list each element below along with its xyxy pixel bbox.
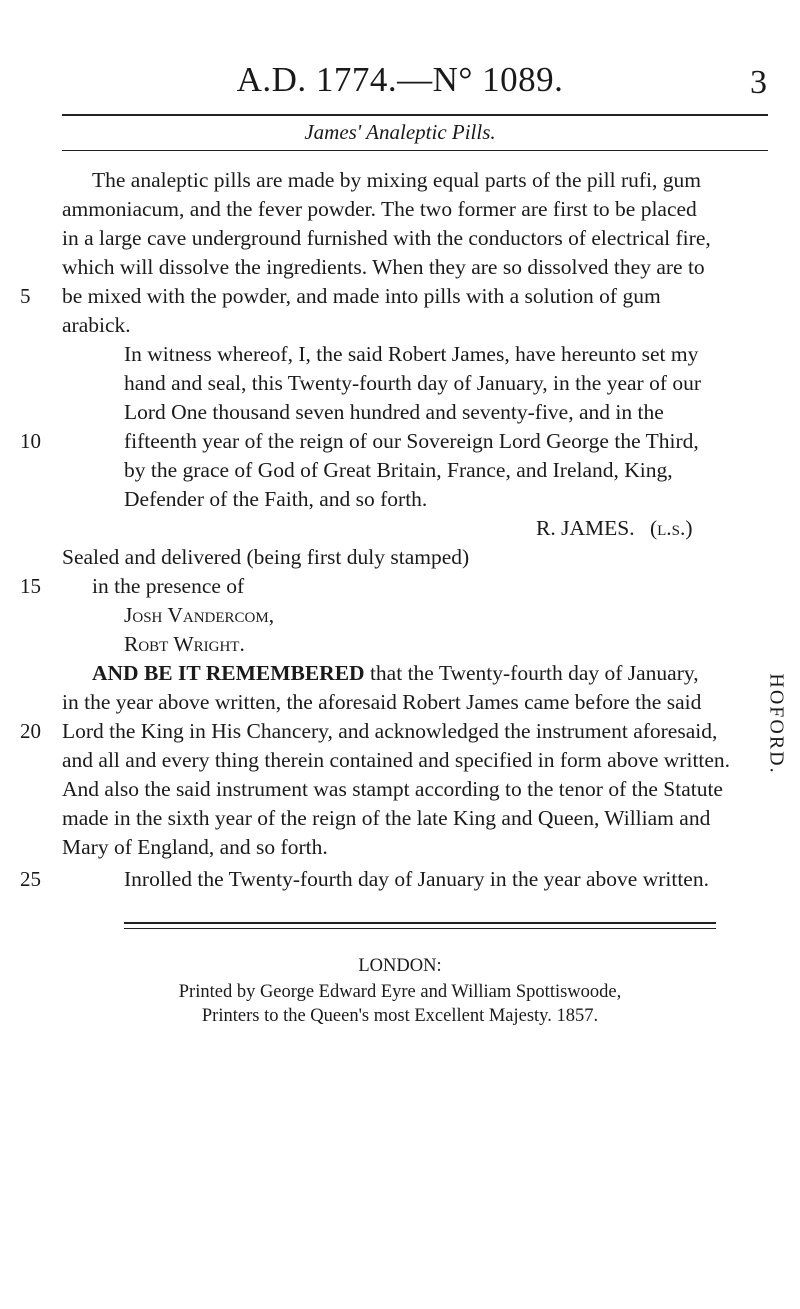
witness-clause-line: In witness whereof, I, the said Robert James, have hereunto set my [124, 342, 699, 366]
margin-text: HOFORD. [765, 673, 788, 775]
signature-name: R. JAMES. [536, 516, 635, 540]
body-line: The analeptic pills are made by mixing equal parts of the pill rufi, gum [92, 168, 701, 192]
sealed-line: in the presence of [92, 574, 245, 598]
enrolment-line [92, 661, 699, 686]
imprint-city: LONDON: [358, 956, 442, 976]
enrolled-line: Inrolled the Twenty-fourth day of January in the year above written. [124, 867, 709, 891]
enrolment-line-rest: that the Twenty-fourth day of January, [364, 661, 699, 685]
witness-clause-line: hand and seal, this Twenty-fourth day of January, in the year of our [124, 371, 702, 395]
enrolment-line: in the year above written, the aforesaid Robert James came before the said [62, 690, 702, 714]
header-rule [62, 114, 768, 116]
line-number: 10 [20, 429, 41, 453]
witness-clause-line: Defender of the Faith, and so forth. [124, 487, 428, 511]
footer-rule [124, 928, 716, 929]
enrolment-line: Mary of England, and so forth. [62, 835, 328, 859]
witness-name: Josh Vandercom, [124, 603, 275, 627]
signature [536, 516, 693, 541]
subtitle-rule [62, 150, 768, 151]
enrolment-line: and all and every thing therein contained and specified in form above written. [62, 748, 731, 772]
body-line: be mixed with the powder, and made into pills with a solution of gum [62, 284, 661, 308]
enrolment-line: made in the sixth year of the reign of the late King and Queen, William and [62, 806, 711, 830]
footer-rule [124, 922, 716, 924]
section-subtitle: James' Analeptic Pills. [304, 120, 496, 144]
body-line: arabick. [62, 313, 131, 337]
imprint-printer: Printed by George Edward Eyre and William Spottiswoode, [178, 982, 622, 1002]
sealed-line: Sealed and delivered (being first duly stamped) [62, 545, 470, 569]
enrolment-line: Lord the King in His Chancery, and acknowledged the instrument aforesaid, [62, 719, 718, 743]
page-number: 3 [750, 64, 767, 101]
body-line: in a large cave underground furnished with the conductors of electrical fire, [62, 226, 711, 250]
line-number: 20 [20, 719, 41, 743]
line-number: 15 [20, 574, 41, 598]
imprint-printer-title: Printers to the Queen's most Excellent Majesty. 1857. [201, 1006, 599, 1026]
line-number: 5 [20, 284, 31, 308]
page-title: A.D. 1774.—N° 1089. [236, 60, 564, 99]
witness-clause-line: Lord One thousand seven hundred and seventy-five, and in the [124, 400, 664, 424]
line-number: 25 [20, 867, 41, 891]
enrolment-line: And also the said instrument was stampt according to the tenor of the Statute [62, 777, 723, 801]
seal-mark: (l.s.) [649, 516, 693, 540]
witness-clause-line: by the grace of God of Great Britain, France, and Ireland, King, [124, 458, 673, 482]
body-line: which will dissolve the ingredients. When they are so dissolved they are to [62, 255, 705, 279]
body-line: ammoniacum, and the fever powder. The two former are first to be placed [62, 197, 697, 221]
witness-name: Robt Wright. [124, 632, 245, 656]
witness-clause-line: fifteenth year of the reign of our Sovereign Lord George the Third, [124, 429, 699, 453]
remembered-heading: AND BE IT REMEMBERED [92, 661, 365, 685]
margin-stamp [752, 664, 800, 784]
